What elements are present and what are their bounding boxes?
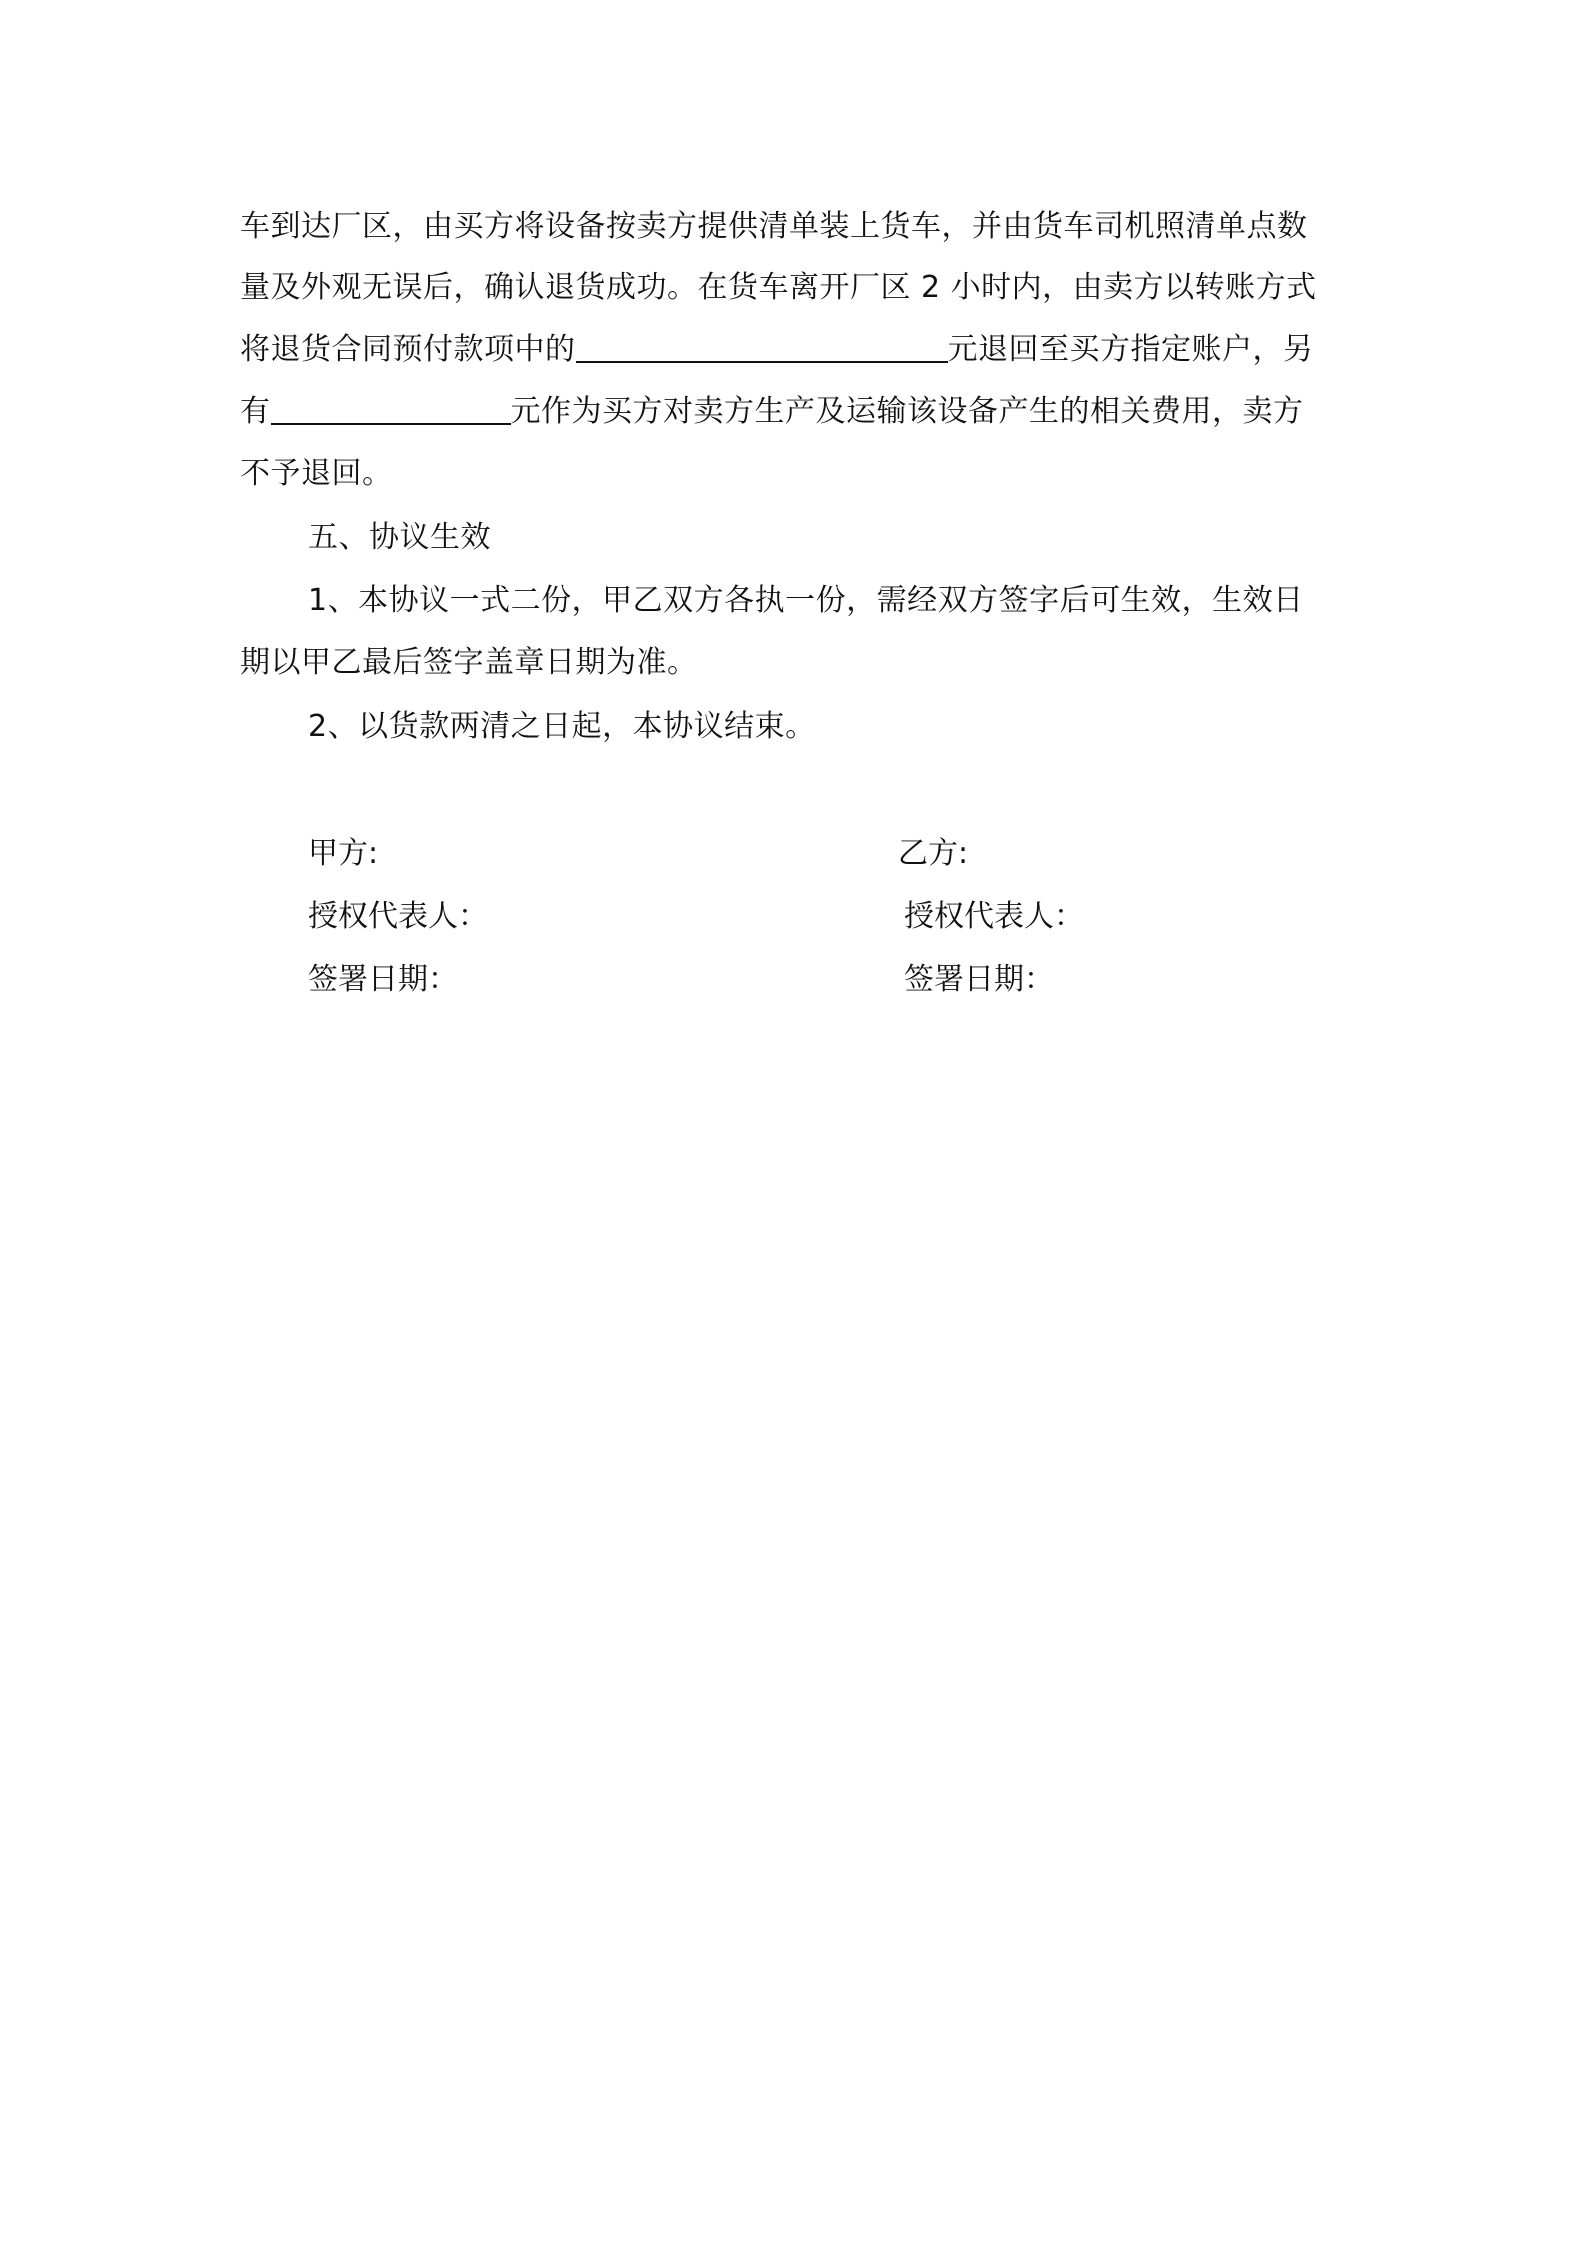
paragraph-line-4 [240,392,1304,432]
paragraph-line-3 [240,330,1314,370]
party-a-date: 签署日期： [308,962,458,997]
paragraph-line-2: 量及外观无误后，确认退货成功。在货车离开厂区 2 小时内，由卖方以转账方式 [240,270,1317,305]
section-item-2: 2、以货款两清之日起，本协议结束。 [308,709,816,744]
paragraph-line-4-text-after: 元作为买方对卖方生产及运输该设备产生的相关费用，卖方 [510,394,1304,429]
section-item-1-line-1: 1、本协议一式二份，甲乙双方各执一份，需经双方签字后可生效，生效日 [308,583,1304,618]
party-a-label: 甲方: [308,836,379,871]
party-b-date: 签署日期： [904,962,1054,997]
party-a-representative: 授权代表人： [308,899,488,934]
paragraph-line-3-text: 将退货合同预付款项中的 [240,332,576,367]
section-item-1-line-2: 期以甲乙最后签字盖章日期为准。 [240,645,698,680]
fee-amount-blank [271,393,511,425]
party-b-label: 乙方: [898,836,969,871]
paragraph-line-1: 车到达厂区，由买方将设备按卖方提供清单装上货车，并由货车司机照清单点数 [240,209,1308,244]
party-b-representative: 授权代表人： [904,899,1084,934]
paragraph-line-5: 不予退回。 [240,456,393,491]
section-heading: 五、协议生效 [308,520,491,555]
refund-amount-blank [576,331,948,363]
paragraph-line-4-text: 有 [240,394,271,429]
paragraph-line-3-text-after: 元退回至买方指定账户，另 [947,332,1314,367]
